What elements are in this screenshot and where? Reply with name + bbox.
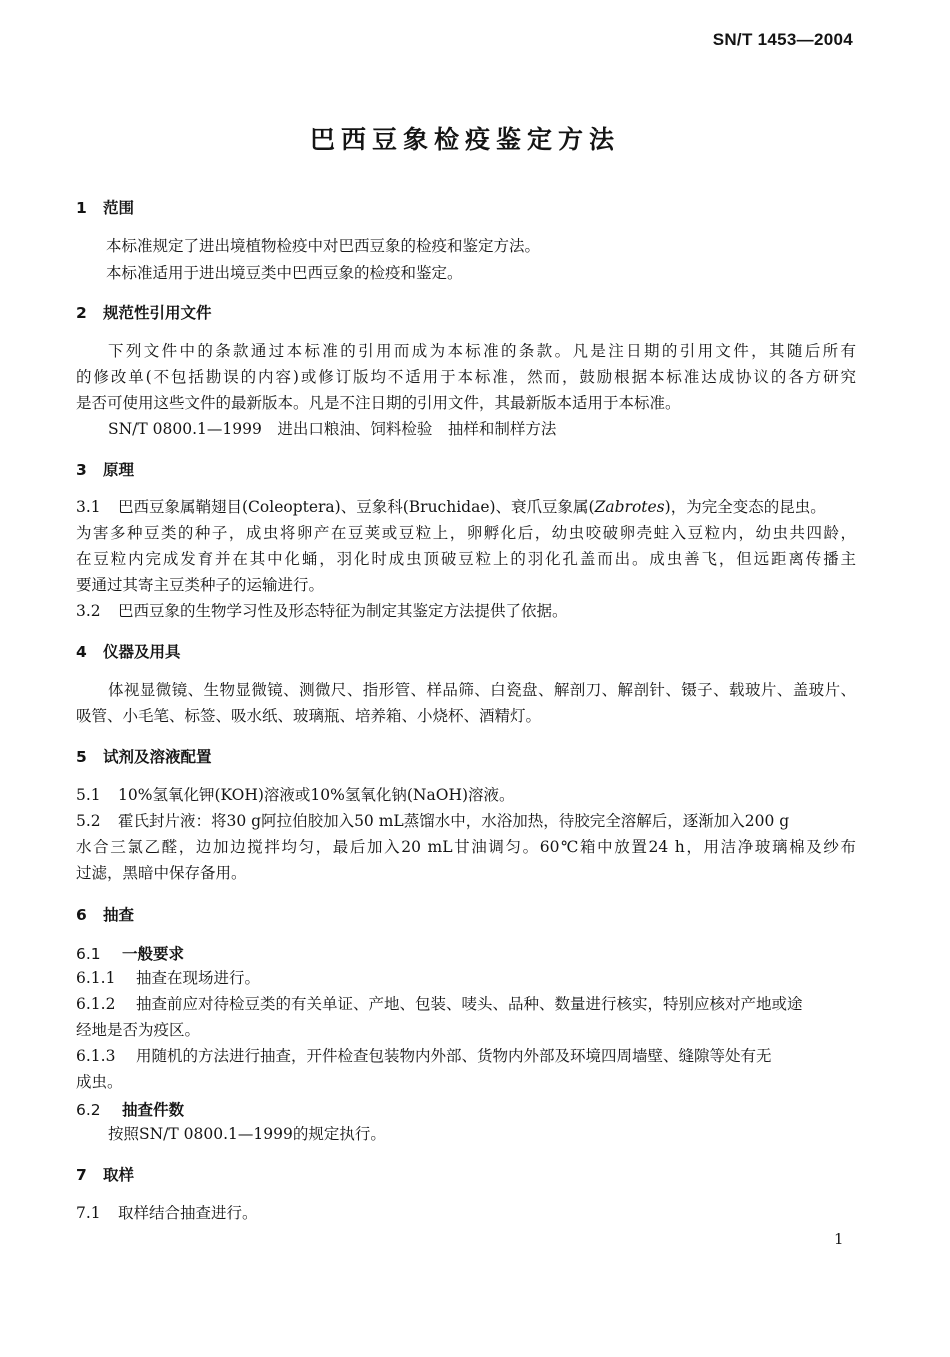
paragraph-line: 下列文件中的条款通过本标准的引用而成为本标准的条款。凡是注日期的引用文件，其随后所有 xyxy=(108,342,856,360)
clause-text: 巴西豆象的生物学习性及形态特征为制定其鉴定方法提供了依据。 xyxy=(118,602,568,620)
section-1-heading xyxy=(76,196,134,218)
clause-number: 3.1 xyxy=(76,498,101,516)
clause-6-1-1 xyxy=(76,968,260,988)
clause-text: 10%氢氧化钾(KOH)溶液或10%氢氧化钠(NaOH)溶液。 xyxy=(118,786,515,804)
clause-6-1-2-first-line xyxy=(76,994,803,1014)
paragraph-line: 要通过其寄主豆类种子的运输进行。 xyxy=(76,576,325,594)
page-title: 巴西豆象检疫鉴定方法 xyxy=(309,125,620,154)
paragraph-line: 体视显微镜、生物显微镜、测微尺、指形管、样品筛、白瓷盘、解剖刀、解剖针、镊子、载玻片、盖玻片、 xyxy=(108,681,856,699)
section-number: 1 xyxy=(76,199,87,217)
clause-text: 抽查前应对待检豆类的有关单证、产地、包装、唛头、品种、数量进行核实，特别应核对产地或途 xyxy=(136,995,803,1013)
paragraph-line: 在豆粒内完成发育并在其中化蛹，羽化时成虫顶破豆粒上的羽化孔盖而出。成虫善飞，但远距离传播主 xyxy=(76,550,856,568)
clause-number: 6.1.2 xyxy=(76,995,116,1013)
section-number: 4 xyxy=(76,643,87,661)
paragraph-line: 是否可使用这些文件的最新版本。凡是不注日期的引用文件，其最新版本适用于本标准。 xyxy=(76,394,681,412)
paragraph-line: 成虫。 xyxy=(76,1073,123,1091)
clause-number: 5.1 xyxy=(76,786,101,804)
section-title: 抽查 xyxy=(103,906,135,924)
paragraph-line: 的修改单(不包括勘误的内容)或修订版均不适用于本标准，然而，鼓励根据本标准达成协议的各方研究 xyxy=(76,368,856,386)
clause-6-1-heading xyxy=(76,942,184,964)
paragraph-line: 本标准规定了进出境植物检疫中对巴西豆象的检疫和鉴定方法。 xyxy=(106,237,541,255)
section-4-heading xyxy=(76,640,181,662)
section-2-heading xyxy=(76,301,212,323)
clause-6-1-3-first-line xyxy=(76,1046,772,1066)
clause-number: 6.1.3 xyxy=(76,1047,116,1065)
clause-number: 3.2 xyxy=(76,602,101,620)
section-number: 2 xyxy=(76,304,87,322)
paragraph-line: 水合三氯乙醛，边加边搅拌均匀，最后加入20 mL甘油调匀。60℃箱中放置24 h，用洁净玻璃棉及纱布 xyxy=(76,838,856,856)
section-7-heading xyxy=(76,1163,134,1185)
clause-number: 6.2 xyxy=(76,1101,101,1119)
section-3-heading xyxy=(76,458,134,480)
section-title: 规范性引用文件 xyxy=(103,304,212,322)
clause-text: 霍氏封片液：将30 g阿拉伯胶加入50 mL蒸馏水中，水浴加热，待胶完全溶解后，逐渐加入200 g xyxy=(118,812,790,830)
paragraph-line: 本标准适用于进出境豆类中巴西豆象的检疫和鉴定。 xyxy=(106,264,463,282)
clause-text: 巴西豆象属鞘翅目(Coleoptera)、豆象科(Bruchidae)、衰爪豆象属( xyxy=(118,498,595,516)
paragraph-line: 过滤，黑暗中保存备用。 xyxy=(76,864,247,882)
clause-text: 取样结合抽查进行。 xyxy=(118,1204,258,1222)
clause-7-1 xyxy=(76,1203,258,1223)
clause-text: 用随机的方法进行抽查，开件检查包装物内外部、货物内外部及环境四周墙壁、缝隙等处有无 xyxy=(136,1047,772,1065)
standard-code: SN/T 1453—2004 xyxy=(712,30,853,49)
clause-number: 6.1 xyxy=(76,945,101,963)
clause-3-1-first-line xyxy=(76,497,826,517)
section-number: 5 xyxy=(76,748,87,766)
page-number: 1 xyxy=(834,1230,844,1248)
clause-title: 一般要求 xyxy=(122,945,185,963)
section-title: 范围 xyxy=(103,199,135,217)
normative-reference: SN/T 0800.1—1999 进出口粮油、饲料检验 抽样和制样方法 xyxy=(108,420,557,438)
clause-5-2-first-line xyxy=(76,811,789,831)
section-title: 取样 xyxy=(103,1166,135,1184)
section-title: 原理 xyxy=(103,461,135,479)
paragraph-line: 按照SN/T 0800.1—1999的规定执行。 xyxy=(108,1125,386,1143)
clause-number: 7.1 xyxy=(76,1204,101,1222)
clause-text: 抽查在现场进行。 xyxy=(136,969,261,987)
paragraph-line: 为害多种豆类的种子，成虫将卵产在豆荚或豆粒上，卵孵化后，幼虫咬破卵壳蛀入豆粒内，幼虫共四龄， xyxy=(76,524,856,542)
section-number: 7 xyxy=(76,1166,87,1184)
section-title: 仪器及用具 xyxy=(103,643,181,661)
clause-3-2 xyxy=(76,601,568,621)
clause-number: 6.1.1 xyxy=(76,969,116,987)
clause-text: )，为完全变态的昆虫。 xyxy=(664,498,826,516)
section-title: 试剂及溶液配置 xyxy=(103,748,212,766)
genus-name: Zabrotes xyxy=(594,498,665,516)
clause-6-2-heading xyxy=(76,1098,184,1120)
clause-title: 抽查件数 xyxy=(122,1101,185,1119)
clause-number: 5.2 xyxy=(76,812,101,830)
section-number: 6 xyxy=(76,906,87,924)
clause-5-1 xyxy=(76,785,515,805)
paragraph-line: 经地是否为疫区。 xyxy=(76,1021,201,1039)
section-5-heading xyxy=(76,745,212,767)
section-6-heading xyxy=(76,903,134,925)
section-number: 3 xyxy=(76,461,87,479)
paragraph-line: 吸管、小毛笔、标签、吸水纸、玻璃瓶、培养箱、小烧杯、酒精灯。 xyxy=(76,707,542,725)
